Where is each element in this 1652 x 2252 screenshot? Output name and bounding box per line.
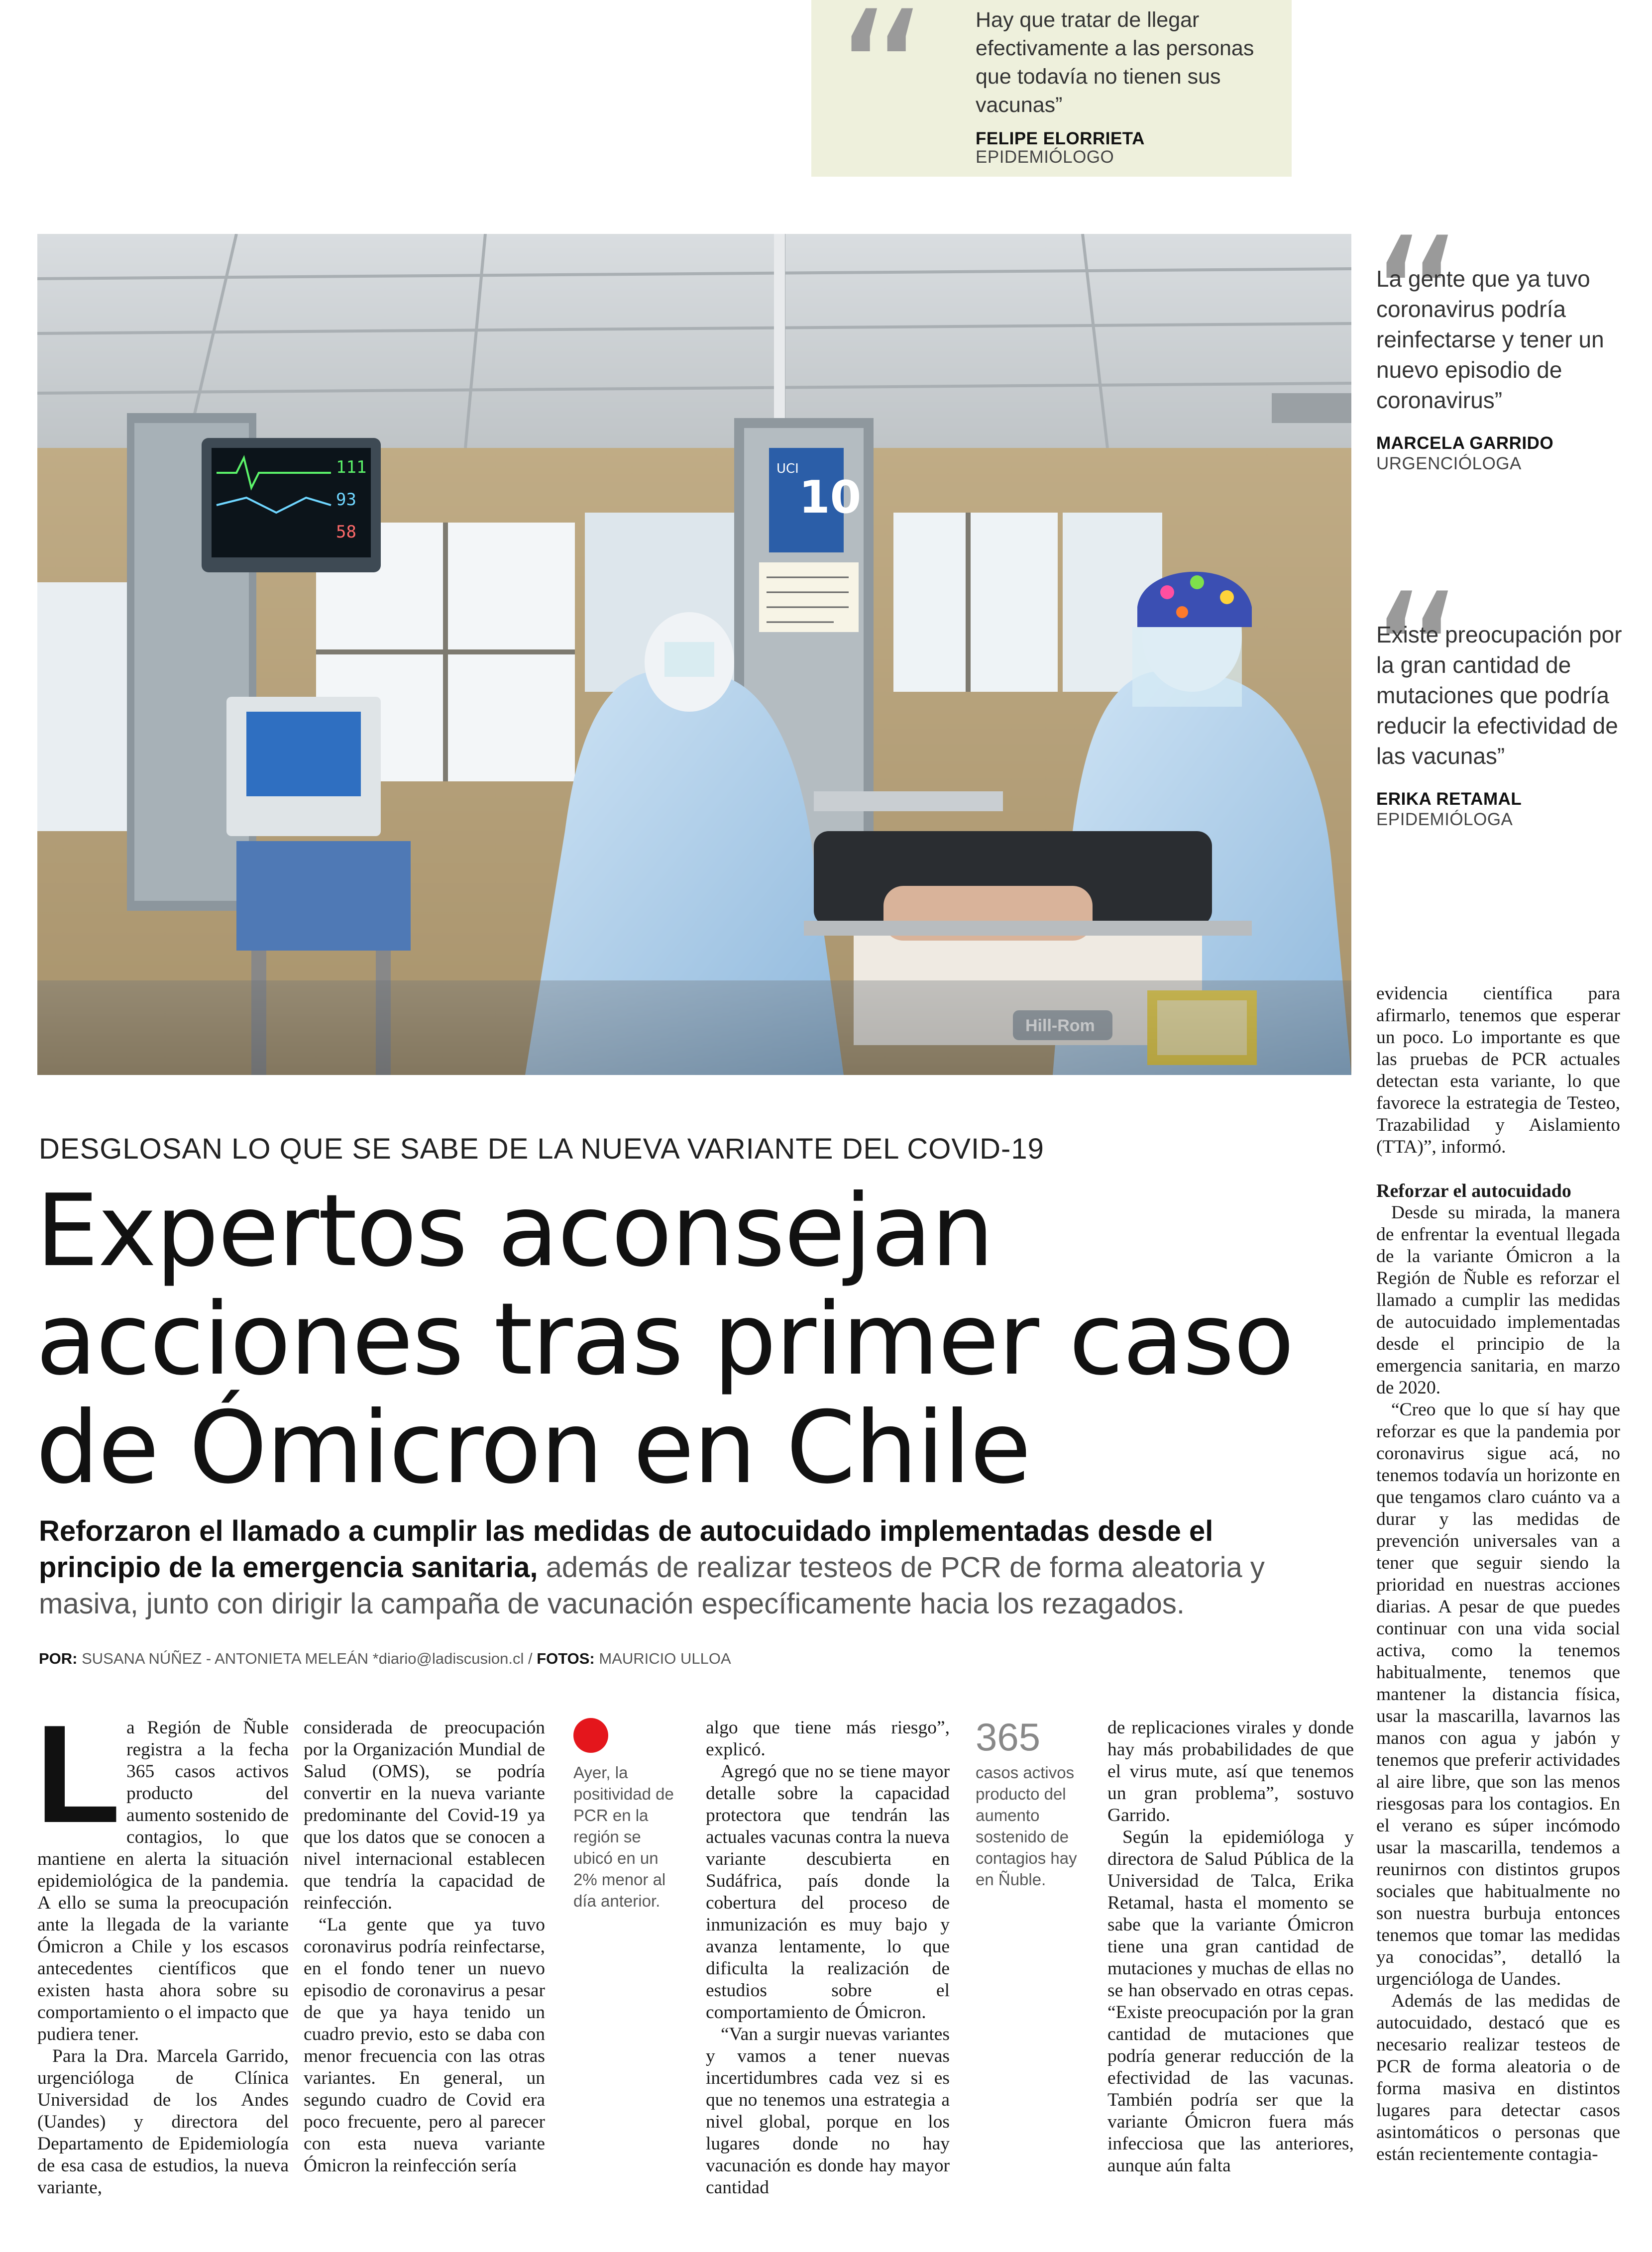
column-4-paragraph-2: Según la epidemióloga y directora de Salud Pública de la Universidad de Talca, Erika Retamal, hasta el momento se sabe que la variante Ómicron tiene una gran cantidad de mutaciones y muchas de ellas no se han observado en otras cepas. “Existe preocupación por la gran cantidad de mutaciones que podría generar reducción de la efectividad de las vacunas. También podría ser que la variante Ómicron fuera más infecciosa que las anteriores, aunque aún falta — [1107, 1827, 1354, 2176]
side-quote-1-text: La gente que ya tuvo coronavirus podría reinfectarse y tener un nuevo episodio de coronavirus” — [1376, 266, 1604, 413]
column-1-paragraph-1: a Región de Ñuble registra a la fecha 365 casos activos producto del aumento sostenido de contagios, lo que mantiene en alerta la situación epidemiológica de la pandemia. A ello se suma la preocupación ante la llegada de la variante Ómicron a Chile y los escasos antecedentes científicos que existen hasta ahora sobre su comportamiento o el impacto que pudiera tener. — [37, 1717, 289, 2044]
column-5-paragraph-3: Además de las medidas de autocuidado, destacó que es necesario realizar testeos de PCR de forma aleatoria o de forma masiva en distintos lugares para detectar casos asintomáticos o personas que están recientemente contagia- — [1376, 1991, 1620, 2164]
red-dot-icon — [573, 1718, 608, 1753]
byline-authors: SUSANA NÚÑEZ - ANTONIETA MELEÁN *diario@ladiscusion.cl / — [77, 1650, 537, 1667]
article-column-4 — [1107, 1717, 1354, 2177]
article-column-1 — [35, 1697, 289, 2199]
column-2-paragraph-2: “La gente que ya tuvo coronavirus podría reinfectarse, en el fondo tener un nuevo episodio de coronavirus a pesar de que ya haya tenido un cuadro previo, esto se daba con menor frecuencia con las otras variantes. En general, un segundo cuadro de Covid era poco frecuente, pero al parecer con esta nueva variante Ómicron la reinfección sería — [304, 1915, 545, 2176]
room-number: 10 — [799, 471, 862, 524]
column-4-paragraph-1: de replicaciones virales y donde hay más probabilidades de que el virus mute, así que tenemos un gran problema”, sostuvo Garrido. — [1107, 1717, 1354, 1825]
column-5-paragraph-1: Desde su mirada, la manera de enfrentar la eventual llegada de la variante Ómicron a la Región de Ñuble es reforzar el llamado a cumplir las medidas de autocuidado implementadas desde el principio de la emergencia sanitaria, en marzo de 2020. — [1376, 1202, 1620, 1398]
column-5-subhead: Reforzar el autocuidado — [1376, 1180, 1571, 1201]
headline-line-2: acciones tras primer caso — [36, 1282, 1294, 1397]
column-1-paragraph-2: Para la Dra. Marcela Garrido, urgencióloga de Clínica Universidad de los Andes (Uandes) y directora del Departamento de Epidemiología de esa casa de estudios, la nueva variante, — [37, 2046, 289, 2198]
column-3-paragraph-1: algo que tiene más riesgo”, explicó. — [706, 1717, 950, 1760]
byline-fotos-label: FOTOS: — [537, 1650, 595, 1667]
side-quote-2 — [1376, 590, 1635, 830]
quote-mark-icon — [836, 0, 929, 77]
monitor-value-3: 58 — [336, 522, 356, 542]
dropcap: L — [35, 1697, 121, 1852]
side-quote-2-name: ERIKA RETAMAL — [1376, 789, 1522, 809]
column-5-paragraph-2: “Creo que lo que sí hay que reforzar es que la pandemia por coronavirus sigue acá, no tenemos todavía un horizonte en que tengamos claro cuánto va a durar y las medidas de prevención universales van a tener que seguir siendo la prioridad en nuestras acciones diarias. A pesar de que puedes continuar con una vida social activa, como la tenemos habitualmente, tenemos que mantener la distancia física, usar la mascarilla, lavarnos las manos con agua y jabón y tenemos que preferir actividades al aire libre, que son las menos riesgosas para los contagios. En el verano es súper incómodo usar la mascarilla, tendemos a reunirnos con distintos grupos sociales que habitualmente no son nuestra burbuja entonces tenemos que tomar las medidas ya conocidas”, detalló la urgencióloga de Uandes. — [1376, 1399, 1620, 1989]
headline — [36, 1173, 1350, 1506]
deck — [39, 1513, 1343, 1622]
kicker: DESGLOSAN LO QUE SE SABE DE LA NUEVA VARIANTE DEL COVID-19 — [39, 1133, 1044, 1165]
monitor-value-2: 93 — [336, 490, 356, 510]
top-quote-name: FELIPE ELORRIETA — [976, 129, 1145, 148]
active-cases-note: casos activos producto del aumento sostenido de contagios hay en Ñuble. — [976, 1763, 1077, 1889]
column-2-paragraph-1: considerada de preocupación por la Organización Mundial de Salud (OMS), se podría convertir en la nueva variante predominante del Covid-19 ya que los datos que se conocen a nivel internacional establecen que tendría la capacidad de reinfección. — [304, 1717, 545, 1913]
column-5-intro: evidencia científica para afirmarlo, tenemos que esperar un poco. Lo importante es que las pruebas de PCR actuales detectan esta variante, lo que favorece la estrategia de Testeo, Trazabilidad y Aislamiento (TTA)”, informó. — [1376, 983, 1620, 1157]
side-quote-1-name: MARCELA GARRIDO — [1376, 433, 1554, 453]
byline-por-label: POR: — [39, 1650, 78, 1667]
room-label: UCI — [776, 461, 799, 476]
top-quote-box — [811, 0, 1292, 177]
column-3-paragraph-3: “Van a surgir nuevas variantes y vamos a tener nuevas incertidumbres cada vez si es que no tenemos una estrategia a nivel global, porque en los lugares donde no hay vacunación es donde hay mayor cantidad — [706, 2024, 950, 2198]
active-cases-number: 365 — [976, 1715, 1041, 1759]
article-column-5 — [1376, 983, 1620, 2165]
positivity-note: Ayer, la positividad de PCR en la región se ubicó en un 2% menor al día anterior. — [573, 1763, 674, 1910]
headline-line-3: de Ómicron en Chile — [36, 1390, 1030, 1506]
article-column-3 — [706, 1717, 950, 2199]
top-quote-role: EPIDEMIÓLOGO — [976, 147, 1114, 167]
deck-regular: además de realizar testeos de PCR de forma aleatoria y masiva, junto con dirigir la campaña de vacunación específicamente hacia los rezagados. — [39, 1551, 1265, 1620]
deck-bold: Reforzaron el llamado a cumplir las medidas de autocuidado implementadas desde el principio de la emergencia sanitaria, — [39, 1515, 1213, 1584]
icu-photo — [37, 234, 1351, 1075]
monitor-value-1: 111 — [336, 457, 367, 477]
side-quote-1-role: URGENCIÓLOGA — [1376, 454, 1522, 473]
byline — [39, 1650, 731, 1668]
headline-line-1: Expertos aconsejan — [36, 1173, 993, 1289]
column-3-paragraph-2: Agregó que no se tiene mayor detalle sobre la capacidad protectora que tendrán las actuales vacunas contra la nueva variante descubierta en Sudáfrica, país donde la cobertura del proceso de inmunización es muy bajo y avanza lentamente, lo que dificulta la realización de estudios sobre el comportamiento de Ómicron. — [706, 1761, 950, 2023]
article-column-2 — [304, 1717, 545, 2177]
byline-photographer: MAURICIO ULLOA — [594, 1650, 731, 1667]
side-quote-2-role: EPIDEMIÓLOGA — [1376, 810, 1513, 829]
side-quote-2-text: Existe preocupación por la gran cantidad de mutaciones que podría reducir la efectividad de las vacunas” — [1376, 622, 1622, 769]
side-quote-1 — [1376, 234, 1635, 474]
bed-brand-label: Hill-Rom — [1025, 1016, 1095, 1035]
top-quote-text: Hay que tratar de llegar efectivamente a las personas que todavía no tienen sus vacunas” — [976, 8, 1254, 117]
